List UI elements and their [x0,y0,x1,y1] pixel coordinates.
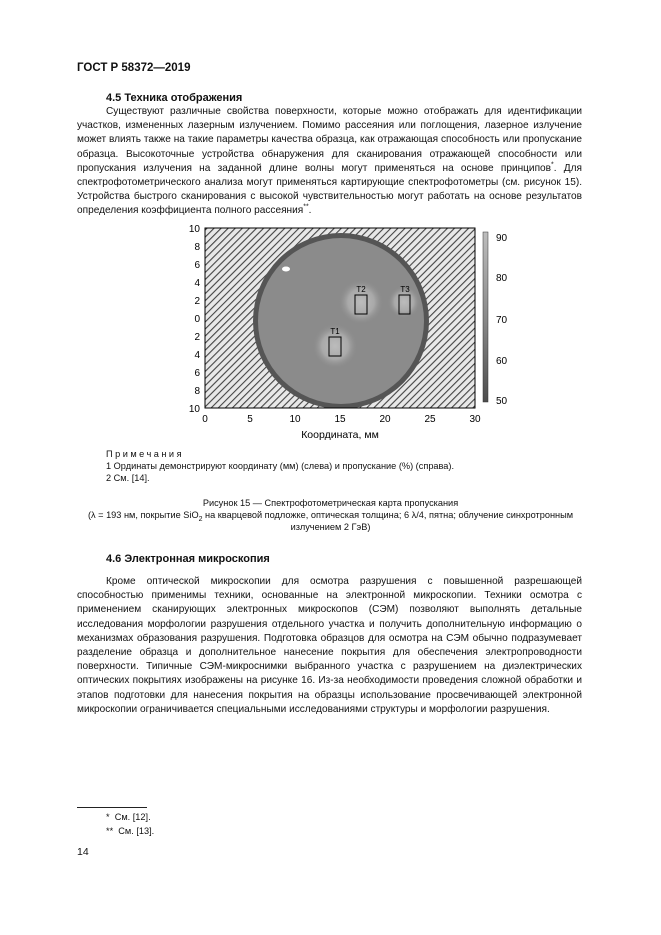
bright-defect [282,267,290,272]
footnote-mark: ** [106,826,114,836]
colorbar-tick-label: 90 [496,233,508,244]
footnote-1 [106,812,151,822]
x-tick-label: 0 [202,414,208,425]
paragraph-text: . [308,205,312,217]
spot-label-t3: T3 [400,285,410,294]
x-tick-label: 20 [379,414,391,425]
y-tick-label: 10 [188,404,200,415]
footnote-divider [77,807,147,808]
x-tick-label: 5 [247,414,253,425]
caption-line-3: излучением 2 ГэВ) [290,522,371,532]
footnote-text: См. [12]. [114,812,151,822]
section-4-6-paragraph [77,575,582,717]
transmission-map [170,222,510,444]
paragraph-text: . Для спектрофотометрического анализа могут применяться картирующие спектрофотометры (см. рисунок 15). Устройства быстрого сканирования с высокой чувствительностью могут работать на основе результатов определения коэффициента полного рассеяния [77,162,582,217]
x-axis-label: Координата, мм [301,429,379,441]
note-2: 2 См. [14]. [106,473,150,483]
caption-subscript: 2 [198,515,203,523]
footnote-2 [106,826,154,836]
transmission-map-figure [170,222,510,444]
x-tick-label: 30 [469,414,481,425]
spot-label-t1: T1 [330,327,340,336]
document-header: ГОСТ Р 58372—2019 [77,62,191,74]
caption-line-2 [60,509,601,521]
y-tick-label: 6 [194,260,200,271]
y-tick-label: 6 [194,368,200,379]
caption-text: на кварцевой подложке, оптическая толщина; 6 λ/4, пятна; облучение синхротронным [202,510,574,520]
y-tick-label: 4 [194,350,200,361]
footnote-text: См. [13]. [118,826,155,836]
caption-text: (λ = 193 нм, покрытие SiO [87,510,199,520]
caption-line-1: Рисунок 15 — Спектрофотометрическая карта пропускания [202,498,459,508]
section-4-6-title: 4.6 Электронная микроскопия [106,553,270,565]
x-tick-label: 25 [424,414,436,425]
page-number: 14 [77,846,89,858]
colorbar-tick-label: 70 [496,315,508,326]
note-1: 1 Ординаты демонстрируют координату (мм) (слева) и пропускание (%) (справа). [106,461,455,471]
colorbar [483,232,488,402]
x-axis [202,414,481,425]
footnote-mark: * [106,812,110,822]
y-tick-label: 2 [194,296,200,307]
figure-caption [60,497,601,533]
sample-disc [258,238,424,404]
y-tick-label: 0 [194,314,200,325]
colorbar-ticks [496,233,508,407]
x-tick-label: 10 [289,414,301,425]
colorbar-tick-label: 80 [496,273,508,284]
colorbar-tick-label: 60 [496,356,508,367]
paragraph-text: Существуют различные свойства поверхности, которые можно отображать для идентификации участков, измененных лазерным излучением. Помимо рассеяния или поглощения, лазерное излучение может влиять также на такие параметры качества образца, как отражающая способность или пропускание образца. Высокоточные устройства обнаружения для сканирования отражающей способности или пропускания излучения на заданной длине волны могут применяться на основе принципов [77,106,582,174]
y-tick-label: 8 [194,242,200,253]
y-tick-label: 4 [194,278,200,289]
footnote-mark-1: * [551,161,554,169]
footnote-mark-2: ** [303,204,309,212]
y-tick-label: 10 [188,224,200,235]
colorbar-tick-label: 50 [496,396,508,407]
y-axis [189,224,201,415]
x-tick-label: 15 [334,414,346,425]
y-tick-label: 8 [194,386,200,397]
notes-title: Примечания [106,449,185,459]
spot-label-t2: T2 [356,285,366,294]
y-tick-label: 2 [194,332,200,343]
section-4-5-paragraph [77,105,582,219]
section-4-5-title: 4.5 Техника отображения [106,92,243,104]
paragraph-text: Кроме оптической микроскопии для осмотра разрушения с повышенной разрешающей способностью применимы техники, основанные на электронной микроскопии. Техники осмотра с применением сканирующих электронных микроскопов (СЭМ) позволяют выполнять детальные исследования морфологии разрушения отдельного участка и получить дополнительную информацию о механизмах образования разрушения. Подготовка образцов для осмотра на СЭМ обычно подразумевает разделение образца и дополнительное нанесение покрытия для обеспечения электропроводности поверхности. Типичные СЭМ-микроснимки выбранного участка с разрушением на диэлектрических оптических покрытиях изображены на рисунке 16. Из-за необходимости проведения сложной обработки и этапов подготовки для нанесения покрытия на образцы использование просвечивающей электронной микроскопии ограничивается специальными исследованиями структуры и морфологии разрушения. [77,576,582,715]
